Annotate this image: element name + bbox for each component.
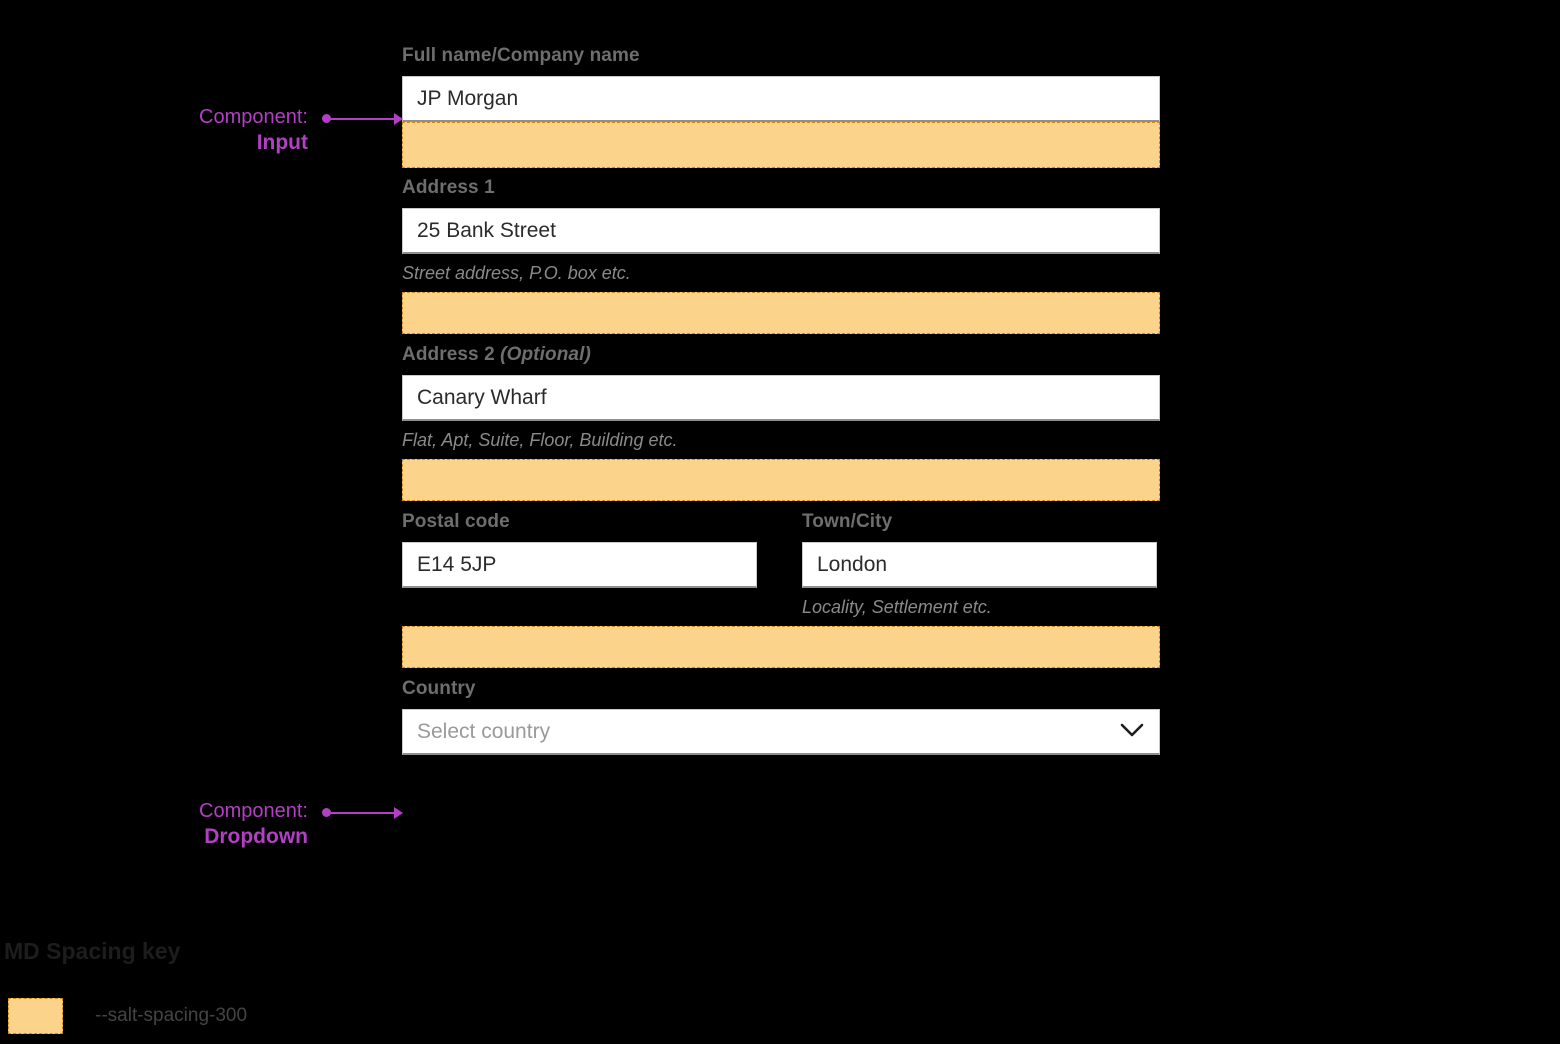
- annotation-dropdown: [136, 798, 308, 850]
- label-address-2: [402, 343, 1160, 367]
- label-address-2-text: Address 2: [402, 344, 495, 365]
- helper-address-1: Street address, P.O. box etc.: [402, 263, 631, 283]
- input-full-name[interactable]: JP Morgan: [402, 76, 1160, 122]
- chevron-down-icon: [1119, 720, 1145, 744]
- legend-item: [8, 998, 247, 1034]
- input-address-1[interactable]: 25 Bank Street: [402, 208, 1160, 254]
- input-address-2[interactable]: Canary Wharf: [402, 375, 1160, 421]
- annotation-dropdown-arrow: [322, 805, 406, 819]
- arrow-line: [329, 812, 395, 814]
- helper-row-postal-town: [402, 588, 1160, 626]
- annotation-dropdown-name: Dropdown: [204, 825, 308, 848]
- spacing-token-block: [402, 292, 1160, 334]
- legend-title: MD Spacing key: [4, 938, 181, 964]
- field-full-name: [402, 44, 1160, 168]
- legend-label-spacing-300: --salt-spacing-300: [95, 1005, 248, 1026]
- annotation-input-arrow: [322, 111, 406, 125]
- annotation-input-name: Input: [256, 131, 308, 154]
- spacing-token-block: [402, 122, 1160, 168]
- arrow-line: [329, 118, 395, 120]
- field-country: [402, 677, 1160, 755]
- label-full-name: Full name/Company name: [402, 45, 640, 66]
- legend-swatch-spacing-300: [8, 998, 63, 1034]
- label-country: Country: [402, 678, 476, 699]
- arrow-head: [394, 807, 403, 819]
- label-town-city: Town/City: [802, 511, 893, 532]
- dropdown-country[interactable]: [402, 709, 1160, 755]
- address-form: [402, 44, 1160, 755]
- dropdown-country-value: Select country: [417, 719, 551, 743]
- helper-address-2: Flat, Apt, Suite, Floor, Building etc.: [402, 430, 678, 450]
- field-address-1: [402, 176, 1160, 334]
- helper-town-city: Locality, Settlement etc.: [802, 597, 992, 617]
- input-postal-code[interactable]: E14 5JP: [402, 542, 757, 588]
- helper-postal-code-empty: [402, 588, 757, 626]
- label-row-postal-town: [402, 510, 1160, 542]
- spacing-token-block: [402, 459, 1160, 501]
- label-address-1: Address 1: [402, 177, 495, 198]
- annotation-input-prefix: Component:: [199, 106, 308, 128]
- label-postal-code: Postal code: [402, 511, 510, 532]
- label-address-2-optional: (Optional): [500, 344, 591, 365]
- arrow-head: [394, 113, 403, 125]
- annotation-input: [176, 104, 308, 156]
- input-town-city[interactable]: London: [802, 542, 1157, 588]
- field-group-postal-town: [402, 510, 1160, 668]
- input-row-postal-town: [402, 542, 1160, 588]
- spacing-token-block: [402, 626, 1160, 668]
- annotation-dropdown-prefix: Component:: [199, 800, 308, 822]
- field-address-2: [402, 343, 1160, 501]
